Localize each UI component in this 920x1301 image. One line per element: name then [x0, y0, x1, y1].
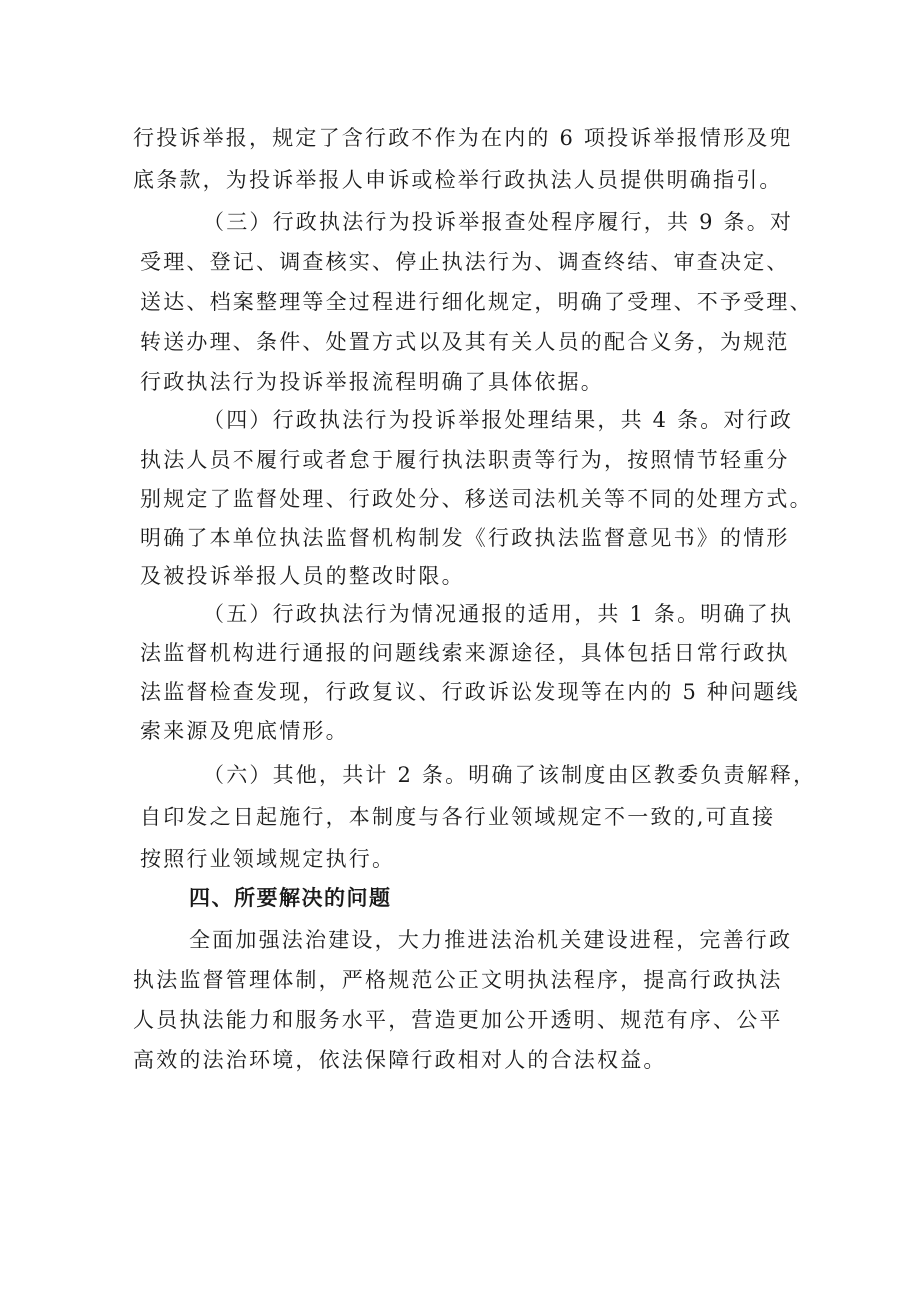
text-line: 别规定了监督处理、行政处分、移送司法机关等不同的处理方式。: [140, 487, 813, 511]
text-line: 底条款，为投诉举报人申诉或检举行政执法人员提供明确指引。: [133, 168, 783, 192]
text-line: 转送办理、条件、处置方式以及其有关人员的配合义务，为规范: [140, 330, 790, 354]
text-line: （五）行政执法行为情况通报的适用，共 1 条。明确了执: [203, 602, 794, 626]
text-line: 法监督检查发现，行政复议、行政诉讼发现等在内的 5 种问题线: [140, 680, 800, 704]
text-line: 送达、档案整理等全过程进行细化规定，明确了受理、不予受理、: [140, 290, 813, 314]
text-line: 高效的法治环境，依法保障行政相对人的合法权益。: [133, 1048, 667, 1072]
text-line: 受理、登记、调查核实、停止执法行为、调查终结、审查决定、: [140, 250, 790, 274]
text-line: 及被投诉举报人员的整改时限。: [140, 564, 465, 588]
text-line: （三）行政执法行为投诉举报查处程序履行，共 9 条。对: [203, 210, 794, 234]
text-line: 明确了本单位执法监督机构制发《行政执法监督意见书》的情形: [140, 526, 790, 550]
text-line: 自印发之日起施行，本制度与各行业领域规定不一致的,可直接: [140, 805, 776, 829]
text-line: 行投诉举报，规定了含行政不作为在内的 6 项投诉举报情形及兜: [133, 126, 793, 150]
text-line: 法监督机构进行通报的问题线索来源途径，具体包括日常行政执: [140, 641, 790, 665]
text-line: 按照行业领域规定执行。: [140, 847, 396, 871]
text-line: （六）其他，共计 2 条。明确了该制度由区教委负责解释，: [203, 763, 817, 787]
text-line: （四）行政执法行为投诉举报处理结果，共 4 条。对行政: [203, 408, 794, 432]
text-line: 全面加强法治建设，大力推进法治机关建设进程，完善行政: [189, 928, 793, 952]
text-line: 行政执法行为投诉举报流程明确了具体依据。: [140, 370, 604, 394]
text-line: 人员执法能力和服务水平，营造更加公开透明、规范有序、公平: [133, 1008, 783, 1032]
text-line: 索来源及兜底情形。: [140, 719, 349, 743]
section-heading: 四、所要解决的问题: [189, 886, 392, 910]
text-line: 执法人员不履行或者怠于履行执法职责等行为，按照情节轻重分: [140, 448, 790, 472]
text-line: 执法监督管理体制，严格规范公正文明执法程序，提高行政执法: [133, 968, 783, 992]
